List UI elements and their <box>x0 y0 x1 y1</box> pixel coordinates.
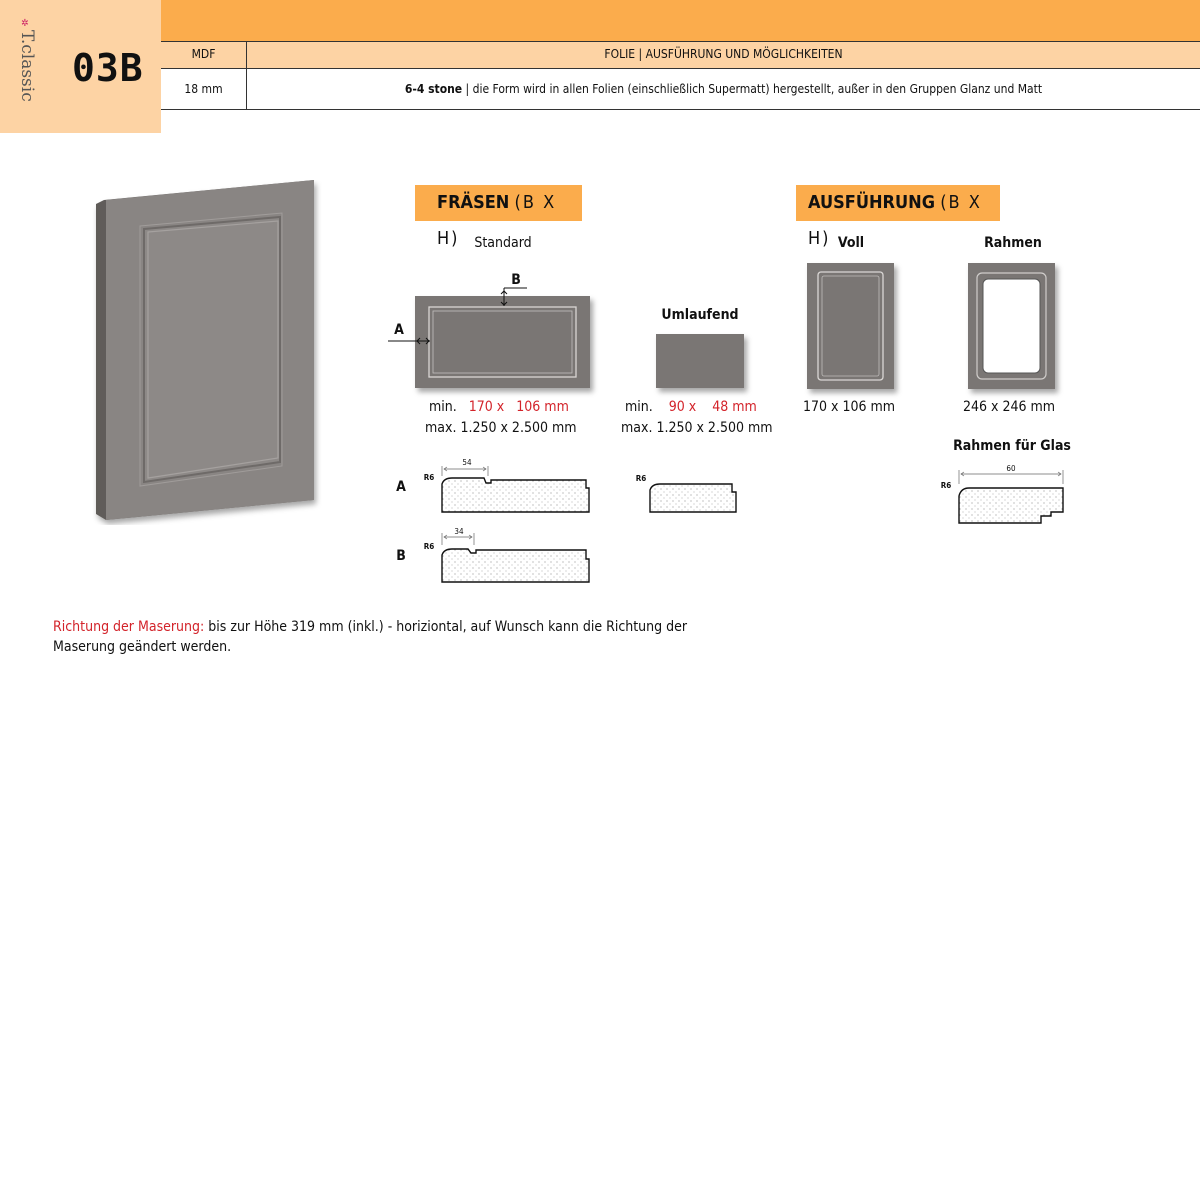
divider <box>161 41 1200 42</box>
umlaufend-label: Umlaufend <box>661 307 739 323</box>
rahmen-frame <box>968 263 1055 389</box>
profile-glas-radius: R6 <box>940 481 952 490</box>
glas-label: Rahmen für Glas <box>953 438 1071 454</box>
profile-row-b: B <box>396 548 406 564</box>
thickness-value: 18 mm <box>184 82 223 96</box>
voll-groove <box>807 263 894 389</box>
foil-heading: FOLIE | AUSFÜHRUNG UND MÖGLICHKEITEN <box>604 47 843 61</box>
profile-a-radius: R6 <box>423 473 435 482</box>
standard-label: Standard <box>474 235 532 251</box>
min-prefix: min. <box>429 399 457 415</box>
standard-min-height: 106 mm <box>516 399 569 415</box>
profile-glas-width: 60 <box>1006 464 1016 473</box>
umlaufend-min <box>625 399 757 415</box>
min-prefix: min. <box>625 399 653 415</box>
dimension-b-label: B <box>511 272 521 288</box>
ausfuehrung-unit: (B X H) <box>808 192 982 249</box>
profile-a-width: 54 <box>462 458 472 467</box>
brand-name: T.classic <box>17 30 37 102</box>
profile-b-drawing <box>418 525 593 585</box>
profile-a-drawing <box>418 456 593 516</box>
umlaufend-max: max. 1.250 x 2.500 mm <box>621 420 773 436</box>
ausfuehrung-title: AUSFÜHRUNG <box>808 192 936 213</box>
profile-row-a: A <box>396 479 406 495</box>
umlaufend-min-height: 48 mm <box>712 399 757 415</box>
profile-umlaufend-radius: R6 <box>635 474 647 483</box>
rahmen-size: 246 x 246 mm <box>963 399 1056 415</box>
voll-panel <box>807 263 894 389</box>
standard-max: max. 1.250 x 2.500 mm <box>425 420 577 436</box>
umlaufend-min-width: 90 x <box>668 399 697 415</box>
rahmen-label: Rahmen <box>984 235 1042 251</box>
voll-label: Voll <box>837 235 865 251</box>
fraesen-title: FRÄSEN <box>437 192 510 213</box>
code-box <box>0 0 161 133</box>
fraesen-unit: (B X H) <box>437 192 557 249</box>
profile-b-radius: R6 <box>423 542 435 551</box>
divider <box>161 109 1200 110</box>
grain-note <box>53 617 713 657</box>
standard-min <box>429 399 569 415</box>
star-icon: ✲ <box>21 18 29 29</box>
brand-logo <box>17 18 39 104</box>
product-code: 03B <box>72 46 144 90</box>
grain-label: Richtung der Maserung: <box>53 619 205 635</box>
standard-min-width: 170 x <box>468 399 505 415</box>
voll-size: 170 x 106 mm <box>803 399 896 415</box>
divider <box>161 68 1200 69</box>
door-illustration <box>92 180 322 525</box>
umlaufend-panel <box>656 334 744 388</box>
foil-description <box>247 82 1200 96</box>
spec-table <box>161 41 1200 110</box>
door-image <box>92 180 322 525</box>
dimension-a-label: A <box>394 322 404 338</box>
grain-text: bis zur Höhe 319 mm (inkl.) - horiziontal, auf Wunsch kann die Richtung der Maserung geändert werden. <box>53 619 688 655</box>
rahmen-panel <box>968 263 1055 389</box>
foil-name: 6-4 stone <box>404 82 463 96</box>
material-heading: MDF <box>191 47 216 61</box>
header-band <box>161 0 1200 41</box>
foil-note: | die Form wird in allen Folien (einschließlich Supermatt) hergestellt, außer in den Gruppen Glanz und Matt <box>462 82 1043 96</box>
profile-b-width: 34 <box>454 527 464 536</box>
dimension-arrows <box>385 284 530 354</box>
